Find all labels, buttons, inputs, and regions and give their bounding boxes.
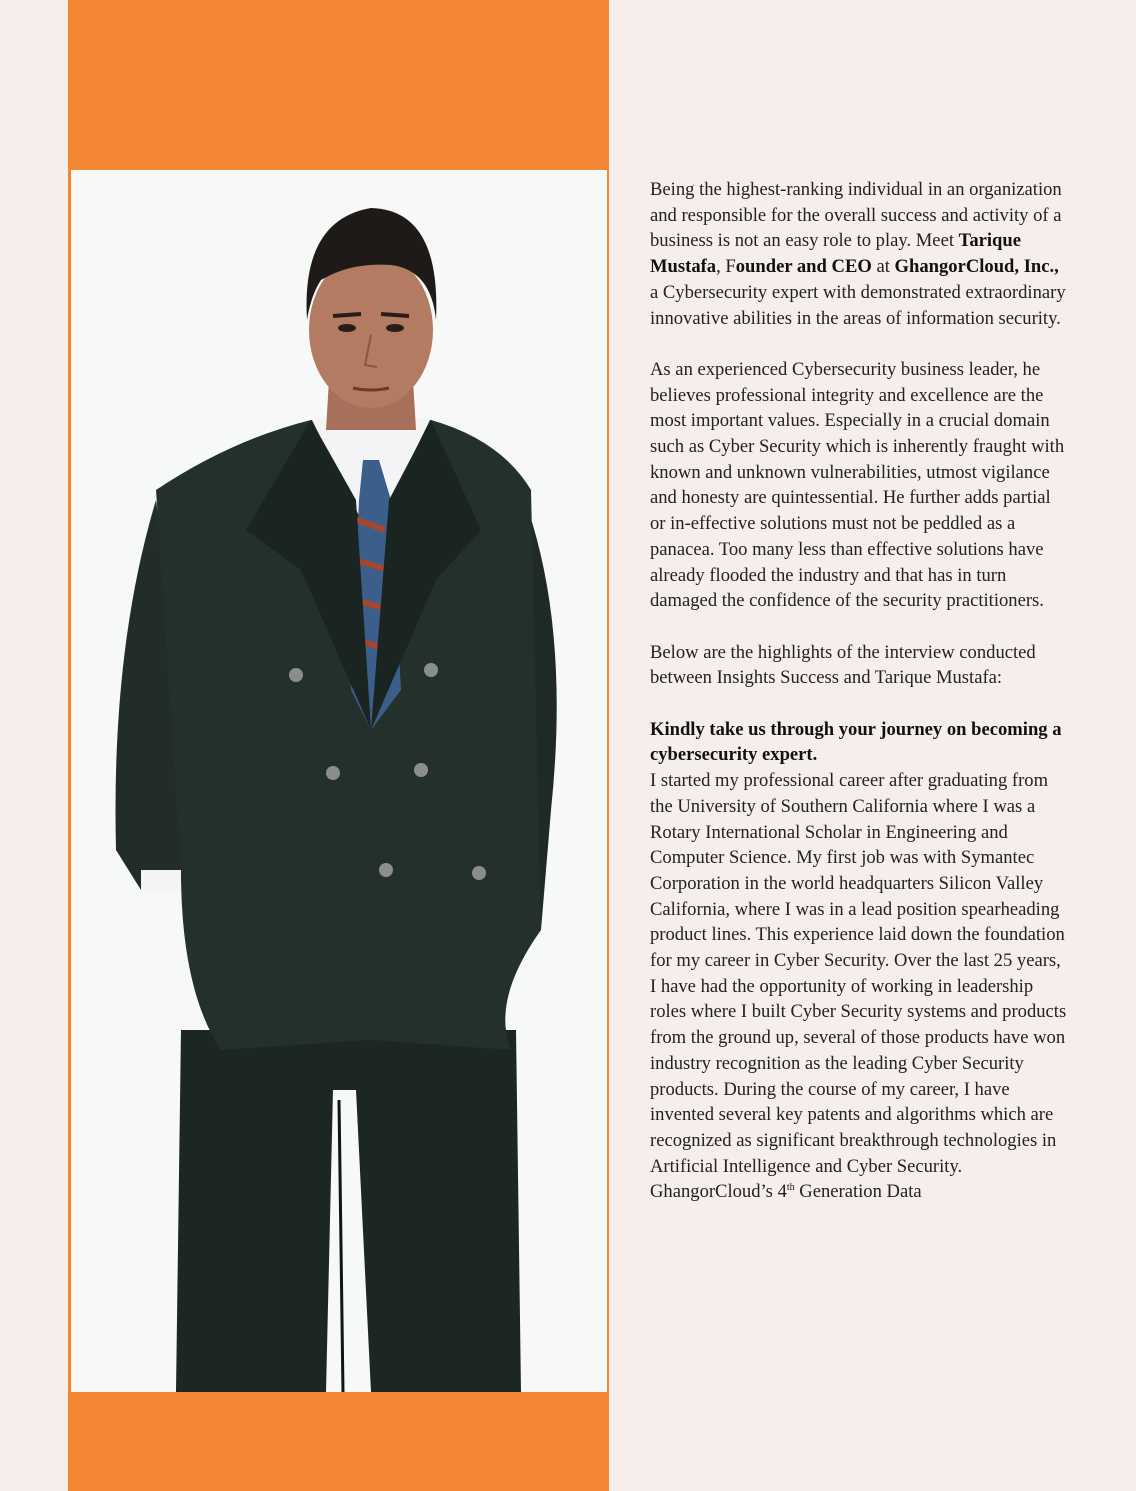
intro-text: , F: [716, 256, 736, 278]
intro-text: a Cybersecurity expert with demonstrated extraordinary innovative abilities in the areas of information security.: [650, 281, 1066, 329]
ceo-title: ounder and CEO: [735, 256, 872, 278]
portrait-photo: [71, 170, 607, 1392]
ordinal-superscript: th: [786, 1182, 795, 1194]
values-paragraph: As an experienced Cybersecurity business leader, he believes professional integrity and excellence are the most important values. Especially in a crucial domain such as Cyber Security which is inherently fraught with known and unknown vulnerabilities, utmost vigilance and honesty are quintessential. He further adds partial or in-effective solutions must not be peddled as a panacea. Too many less than effective solutions have already flooded the industry and that has in turn damaged the confidence of the security practitioners.: [650, 358, 1065, 612]
article-body: [650, 177, 1070, 1205]
interview-question: [650, 717, 1070, 768]
intro-paragraph: [650, 177, 1070, 331]
interview-answer: [650, 768, 1070, 1205]
ceo-name: Tarique Mustafa: [650, 230, 1021, 278]
answer-text: I started my professional career after graduating from the University of Southern California where I was a Rotary International Scholar in Engineering and Computer Science. My first job was with Symantec Corporation in the world headquarters Silicon Valley California, where I was in a lead position spearheading product lines. This experience laid down the foundation for my career in Cyber Security. Over the last 25 years, I have had the opportunity of working in leadership roles where I built Cyber Security systems and products from the ground up, several of those products have won industry recognition as the leading Cyber Security products. During the course of my career, I have invented several key patents and algorithms which are recognized as significant breakthrough technologies in Artificial Intelligence and Cyber Security. GhangorCloud’s 4: [650, 770, 1067, 1203]
interview-intro-paragraph: Below are the highlights of the interview conducted between Insights Success and Tarique Mustafa:: [650, 641, 1036, 689]
intro-text: Being the highest-ranking individual in an organization and responsible for the overall success and activity of a business is not an easy role to play. Meet: [650, 179, 1062, 252]
intro-text: at: [871, 256, 895, 278]
company-name: GhangorCloud, Inc.,: [894, 256, 1059, 278]
answer-text-tail: Generation Data: [794, 1181, 922, 1203]
question-text: Kindly take us through your journey on becoming a cybersecurity expert.: [650, 718, 1062, 766]
